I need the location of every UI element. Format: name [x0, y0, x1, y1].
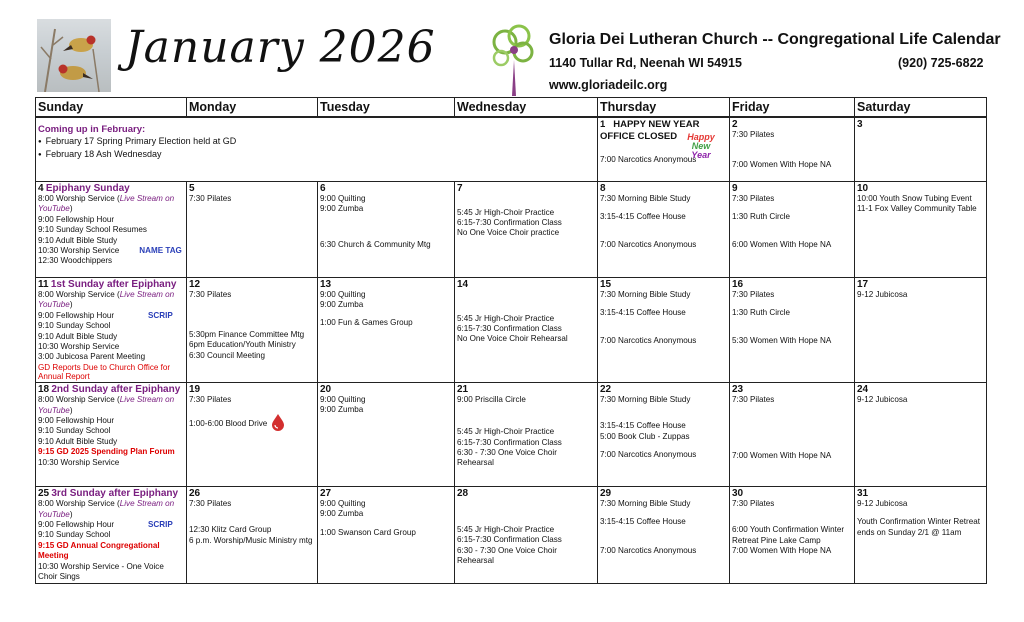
- event: 7:00 Women With Hope NA: [732, 160, 832, 170]
- event: 9:00 Quilting: [320, 289, 366, 299]
- event: 1:30 Ruth Circle: [732, 211, 791, 221]
- day-cell-12[interactable]: [187, 277, 318, 382]
- day-number: 25: [38, 487, 50, 499]
- event: 8:00 Worship Service (Live Stream on YouTube): [38, 289, 175, 310]
- event: 6:15-7:30 Confirmation Class: [457, 535, 562, 545]
- day-cell-24[interactable]: [855, 382, 987, 486]
- day-cell-28[interactable]: [455, 486, 598, 584]
- day-number: 23: [732, 383, 744, 395]
- event: 3:15-4:15 Coffee House: [600, 211, 686, 221]
- event: 6 p.m. Worship/Music Ministry mtg: [189, 535, 313, 545]
- week-row: [36, 181, 987, 277]
- event: 5:45 Jr High-Choir Practice: [457, 313, 555, 323]
- day-number: 22: [600, 383, 612, 395]
- event: 9:10 Sunday School: [38, 530, 111, 540]
- weekday-thursday: Thursday: [598, 98, 730, 118]
- day-cell-1[interactable]: [598, 117, 730, 181]
- church-phone: (920) 725-6822: [898, 56, 984, 70]
- day-cell-29[interactable]: [598, 486, 730, 584]
- month-title: January 2026: [125, 22, 436, 73]
- church-address: 1140 Tullar Rd, Neenah WI 54915: [549, 56, 742, 70]
- event: 9:00 Priscilla Circle: [457, 394, 526, 404]
- event: No One Voice Choir Rehearsal: [457, 334, 568, 344]
- day-cell-10[interactable]: [855, 181, 987, 277]
- day-cell-21[interactable]: [455, 382, 598, 486]
- day-cell-14[interactable]: [455, 277, 598, 382]
- event: 9:00 Fellowship Hour SCRIP: [38, 310, 173, 320]
- event: 7:30 Pilates: [189, 289, 232, 299]
- event: 7:30 Pilates: [189, 498, 232, 508]
- church-website[interactable]: www.gloriadeilc.org: [549, 78, 668, 92]
- day-number: 2: [732, 119, 738, 130]
- event: 3:15-4:15 Coffee House: [600, 307, 686, 317]
- event: 6:30 - 7:30 One Voice Choir Rehearsal: [457, 545, 557, 565]
- event: 6:30 Council Meeting: [189, 350, 266, 360]
- day-cell-9[interactable]: [730, 181, 855, 277]
- event: 10:30 Worship Service NAME TAG: [38, 245, 182, 255]
- event: 6:00 Women With Hope NA: [732, 240, 832, 250]
- day-number: 17: [857, 278, 869, 290]
- day-cell-17[interactable]: [855, 277, 987, 382]
- event: 7:30 Pilates: [189, 193, 232, 203]
- day-number: 28: [457, 487, 469, 499]
- week-row: [36, 117, 987, 181]
- day-cell-22[interactable]: [598, 382, 730, 486]
- day-cell-4[interactable]: [36, 181, 187, 277]
- event: 9:10 Adult Bible Study: [38, 331, 118, 341]
- event: 10:30 Worship Service: [38, 457, 120, 467]
- event: 11-1 Fox Valley Community Table: [857, 203, 977, 213]
- day-number: 29: [600, 487, 612, 499]
- day-cell-3[interactable]: [855, 117, 987, 181]
- day-cell-5[interactable]: [187, 181, 318, 277]
- day-cell-16[interactable]: [730, 277, 855, 382]
- day-number: 31: [857, 487, 869, 499]
- weekday-saturday: Saturday: [855, 98, 987, 118]
- week-row: [36, 486, 987, 584]
- calendar-grid: [35, 97, 987, 584]
- day-cell-6[interactable]: [318, 181, 455, 277]
- event: 9-12 Jubicosa: [857, 394, 908, 404]
- day-cell-18[interactable]: [36, 382, 187, 486]
- event: 9:00 Fellowship Hour SCRIP: [38, 519, 173, 529]
- day-number: 18: [38, 383, 50, 395]
- event: 3:15-4:15 Coffee House: [600, 421, 686, 431]
- event: 8:00 Worship Service (Live Stream on YouTube): [38, 499, 175, 519]
- day-number: 10: [857, 182, 869, 194]
- day-number: 1: [600, 119, 606, 130]
- sunday-title: 1st Sunday after Epiphany: [50, 278, 177, 290]
- event: 9:00 Quilting: [320, 394, 366, 404]
- tree-logo-icon: [487, 20, 541, 96]
- day-number: 19: [189, 383, 201, 395]
- event: 1:00-6:00 Blood Drive: [189, 413, 315, 434]
- event: 3:00 Jubicosa Parent Meeting: [38, 352, 146, 362]
- sunday-title: Epiphany Sunday: [45, 182, 130, 194]
- day-number: 13: [320, 278, 332, 290]
- event: 5:00 Book Club - Zuppas: [600, 431, 690, 441]
- week-row: [36, 382, 987, 486]
- day-cell-15[interactable]: [598, 277, 730, 382]
- office-closed-label: OFFICE CLOSED: [600, 131, 678, 142]
- event: 9:00 Quilting: [320, 498, 366, 508]
- day-cell-31[interactable]: [855, 486, 987, 584]
- event: 9:10 Sunday School: [38, 321, 111, 331]
- event: 7:30 Pilates: [189, 394, 232, 404]
- happy-new-year-badge: Happy New Year: [687, 132, 715, 160]
- day-cell-27[interactable]: [318, 486, 455, 584]
- event: 9:10 Sunday School: [38, 426, 111, 436]
- event: 1:00 Fun & Games Group: [320, 318, 413, 328]
- day-number: 11: [38, 278, 49, 290]
- event: 9:00 Zumba: [320, 203, 364, 213]
- day-cell-11[interactable]: [36, 277, 187, 382]
- event: 5:45 Jr High-Choir Practice: [457, 207, 555, 217]
- event: 7:30 Pilates: [732, 130, 775, 139]
- event: 6:30 - 7:30 One Voice Choir Rehearsal: [457, 447, 557, 468]
- event: 1:30 Ruth Circle: [732, 307, 791, 317]
- february-preview-cell: [36, 117, 598, 181]
- scrip-label: SCRIP: [148, 519, 173, 529]
- event: 9:00 Quilting: [320, 193, 366, 203]
- day-cell-25[interactable]: [36, 486, 187, 584]
- event: 3:15-4:15 Coffee House: [600, 517, 686, 527]
- event: 6:15-7:30 Confirmation Class: [457, 323, 562, 333]
- event: 6pm Education/Youth Ministry: [189, 340, 296, 350]
- blood-drop-icon: [271, 413, 285, 434]
- event: 5:30 Women With Hope NA: [732, 336, 832, 346]
- event: 7:30 Morning Bible Study: [600, 193, 691, 203]
- day-cell-26[interactable]: [187, 486, 318, 584]
- weekday-wednesday: Wednesday: [455, 98, 598, 118]
- february-item: ● February 17 Spring Primary Election held at GD: [38, 135, 595, 148]
- day-number: 6: [320, 182, 326, 194]
- event: 7:30 Pilates: [732, 289, 775, 299]
- event: Youth Confirmation Winter Retreat ends on Sunday 2/1 @ 11am: [857, 517, 980, 537]
- sunday-title: 3rd Sunday after Epiphany: [51, 487, 179, 499]
- day-cell-8[interactable]: [598, 181, 730, 277]
- event: 9:10 Adult Bible Study: [38, 436, 118, 446]
- calendar-header: [0, 0, 1024, 96]
- day-number: 16: [732, 278, 744, 290]
- february-heading: Coming up in February:: [38, 124, 146, 135]
- weekday-monday: Monday: [187, 98, 318, 118]
- event: 8:00 Worship Service (Live Stream on YouTube): [38, 395, 175, 415]
- day-number: 12: [189, 278, 201, 290]
- weekday-header-row: [36, 98, 987, 118]
- event: 10:30 Worship Service: [38, 341, 120, 351]
- weekday-friday: Friday: [730, 98, 855, 118]
- day-number: 30: [732, 487, 744, 499]
- event: 12:30 Klitz Card Group: [189, 525, 272, 535]
- event: 7:00 Narcotics Anonymous: [600, 155, 697, 164]
- event: 7:30 Morning Bible Study: [600, 394, 691, 404]
- february-item: ● February 18 Ash Wednesday: [38, 148, 595, 161]
- day-number: 15: [600, 278, 612, 290]
- sunday-title: 2nd Sunday after Epiphany: [51, 383, 181, 395]
- day-number: 21: [457, 383, 469, 395]
- event: 7:30 Pilates: [732, 498, 775, 508]
- scrip-label: SCRIP: [148, 310, 173, 320]
- day-cell-20[interactable]: [318, 382, 455, 486]
- event: 7:30 Pilates: [732, 193, 775, 203]
- event: 9:00 Fellowship Hour: [38, 415, 115, 425]
- event: 7:00 Women With Hope NA: [732, 545, 832, 555]
- event: 6:15-7:30 Confirmation Class: [457, 217, 562, 227]
- day-number: 8: [600, 182, 606, 194]
- day-number: 5: [189, 182, 195, 194]
- goldfinch-photo: [37, 19, 111, 92]
- event: 9:15 GD Annual Congregational Meeting: [38, 540, 160, 561]
- event: 9:00 Zumba: [320, 299, 364, 309]
- name-tag-label: NAME TAG: [139, 245, 182, 255]
- weekday-tuesday: Tuesday: [318, 98, 455, 118]
- event: 9:10 Sunday School Resumes: [38, 225, 147, 235]
- day-number: 3: [857, 119, 863, 130]
- new-year-label: HAPPY NEW YEAR: [613, 119, 700, 130]
- event: 5:30pm Finance Committee Mtg: [189, 329, 305, 339]
- day-number: 24: [857, 383, 869, 395]
- day-cell-23[interactable]: [730, 382, 855, 486]
- day-number: 14: [457, 278, 469, 290]
- event: 7:30 Morning Bible Study: [600, 498, 691, 508]
- event: 7:00 Women With Hope NA: [732, 451, 832, 461]
- event: 12:30 Woodchippers: [38, 256, 113, 266]
- event: 6:30 Church & Community Mtg: [320, 240, 431, 250]
- event: GD Reports Due to Church Office for Annual Report: [38, 362, 171, 381]
- event: 7:00 Narcotics Anonymous: [600, 545, 697, 555]
- event: 5:45 Jr High-Choir Practice: [457, 427, 555, 437]
- event: 1:00 Swanson Card Group: [320, 527, 416, 537]
- church-name: Gloria Dei Lutheran Church -- Congregational Life Calendar: [549, 31, 1001, 48]
- day-cell-13[interactable]: [318, 277, 455, 382]
- event: 7:30 Pilates: [732, 394, 775, 404]
- event: 9-12 Jubicosa: [857, 289, 908, 299]
- event: 7:30 Morning Bible Study: [600, 289, 691, 299]
- day-number: 27: [320, 487, 332, 499]
- week-row: [36, 277, 987, 382]
- day-number: 7: [457, 182, 463, 194]
- event: 7:00 Narcotics Anonymous: [600, 240, 697, 250]
- event: 7:00 Narcotics Anonymous: [600, 336, 697, 346]
- event: 10:30 Worship Service - One Voice Choir Sings: [38, 561, 164, 581]
- day-number: 20: [320, 383, 332, 395]
- event: 6:00 Youth Confirmation Winter Retreat Pine Lake Camp: [732, 525, 845, 545]
- weekday-sunday: Sunday: [36, 98, 187, 118]
- event: 9:10 Adult Bible Study: [38, 235, 118, 245]
- day-number: 9: [732, 182, 738, 194]
- day-number: 4: [38, 182, 44, 194]
- day-cell-7[interactable]: [455, 181, 598, 277]
- new-year-notice: [600, 119, 727, 131]
- event: 9:15 GD 2025 Spending Plan Forum: [38, 447, 175, 457]
- day-cell-30[interactable]: [730, 486, 855, 584]
- event: 9:00 Zumba: [320, 405, 364, 415]
- event: 9:00 Fellowship Hour: [38, 214, 115, 224]
- event: 9-12 Jubicosa: [857, 498, 908, 508]
- day-cell-19[interactable]: [187, 382, 318, 486]
- event: No One Voice Choir practice: [457, 228, 560, 238]
- event: 6:15-7:30 Confirmation Class: [457, 437, 562, 447]
- event: 10:00 Youth Snow Tubing Event: [857, 193, 972, 203]
- event: 7:00 Narcotics Anonymous: [600, 449, 697, 459]
- event: 9:00 Zumba: [320, 509, 364, 519]
- event: 8:00 Worship Service (Live Stream on YouTube): [38, 193, 175, 214]
- day-number: 26: [189, 487, 201, 499]
- day-cell-2[interactable]: [730, 117, 855, 181]
- event: 5:45 Jr High-Choir Practice: [457, 524, 555, 534]
